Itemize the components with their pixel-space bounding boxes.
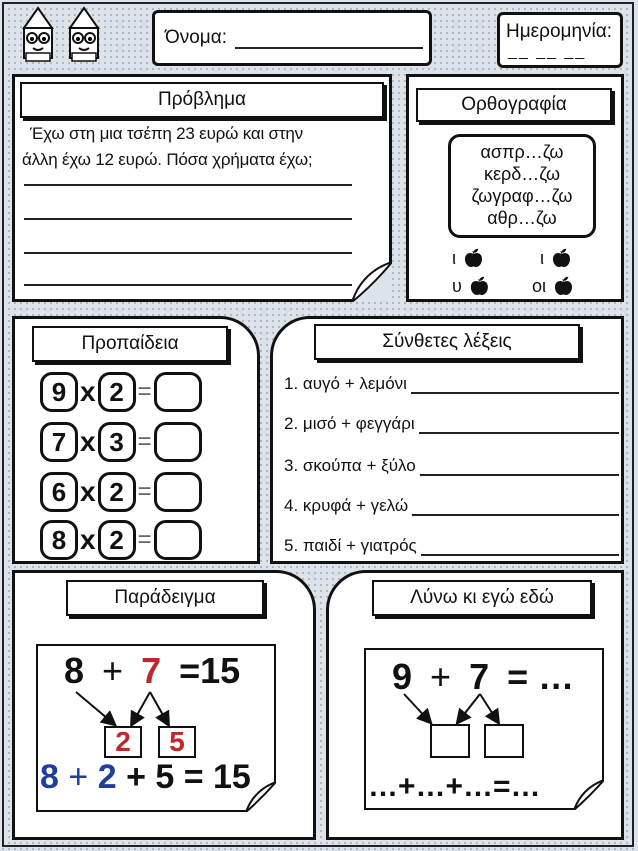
- page-curl-icon: [352, 262, 392, 302]
- factor-a: 9: [40, 372, 78, 412]
- date-label: Ημερομηνία:: [506, 21, 613, 42]
- name-input-line[interactable]: [235, 47, 423, 49]
- problem-text-line-1: Έχω στη μια τσέπη 23 ευρώ και στην: [30, 124, 303, 143]
- answer-line[interactable]: [24, 284, 352, 286]
- answer-line[interactable]: [24, 218, 352, 220]
- answer-box[interactable]: [154, 372, 202, 412]
- compound-answer-line[interactable]: [419, 414, 619, 434]
- compound-item: [284, 456, 619, 476]
- problem-text-line-2: άλλη έχω 12 ευρώ. Πόσα χρήματα έχω;: [22, 150, 313, 169]
- vowel-option[interactable]: [452, 248, 485, 269]
- factor-b: 2: [98, 520, 136, 560]
- spelling-title: [416, 88, 612, 122]
- example-title: [66, 580, 264, 616]
- example-top-eq: =15: [179, 650, 241, 691]
- compound-item: [284, 374, 619, 394]
- example-split-1: 2: [115, 726, 131, 757]
- apple-icon: 🍎︎: [552, 276, 575, 296]
- times-sign: x: [80, 426, 96, 457]
- equals-sign: =: [137, 526, 152, 553]
- vowel-option[interactable]: [532, 276, 575, 297]
- factor-a: 8: [40, 520, 78, 560]
- example-top-b: 7: [141, 650, 162, 691]
- compound-item: [284, 414, 619, 434]
- answer-line[interactable]: [24, 184, 352, 186]
- example-bottom-plus: +: [68, 758, 89, 796]
- name-field-box: [152, 10, 432, 66]
- solve-split-box[interactable]: [484, 724, 524, 758]
- apple-icon: 🍎︎: [550, 248, 573, 268]
- solve-top-b: 7: [469, 656, 490, 697]
- compound-item-text: 3. σκούπα + ξύλο: [284, 456, 416, 475]
- multiplication-row: [40, 422, 202, 462]
- solve-title-text: Λύνω κι εγώ εδώ: [410, 587, 554, 608]
- example-split-2: 5: [169, 726, 185, 757]
- propaideia-title-text: Προπαίδεια: [81, 333, 179, 354]
- example-top-a: 8: [64, 650, 85, 691]
- times-sign: x: [80, 476, 96, 507]
- compound-item-text: 4. κρυφά + γελώ: [284, 496, 409, 515]
- answer-box[interactable]: [154, 422, 202, 462]
- equals-sign: =: [137, 378, 152, 405]
- spelling-title-text: Ορθογραφία: [461, 94, 567, 115]
- apple-icon: 🍎︎: [462, 248, 485, 268]
- answer-line[interactable]: [24, 252, 352, 254]
- factor-b: 3: [98, 422, 136, 462]
- vowel-letter: ι: [452, 248, 456, 268]
- times-sign: x: [80, 376, 96, 407]
- multiplication-row: [40, 520, 202, 560]
- spelling-word: αθρ…ζω: [487, 208, 557, 228]
- problem-title: [20, 82, 384, 118]
- answer-box[interactable]: [154, 520, 202, 560]
- date-field-box: [497, 12, 623, 68]
- pencil-mascot-icon: [16, 6, 60, 66]
- solve-top-a: 9: [392, 656, 413, 697]
- solve-plus: +: [430, 656, 452, 697]
- equals-sign: =: [137, 478, 152, 505]
- factor-b: 2: [98, 372, 136, 412]
- compound-answer-line[interactable]: [411, 374, 619, 394]
- pencil-mascot-icon: [62, 6, 106, 66]
- vowel-letter: υ: [452, 276, 462, 296]
- apple-icon: 🍎︎: [467, 276, 491, 296]
- problem-title-text: Πρόβλημα: [157, 89, 247, 110]
- solve-split-box[interactable]: [430, 724, 470, 758]
- factor-b: 2: [98, 472, 136, 512]
- date-blanks[interactable]: __ __ __: [508, 43, 587, 60]
- vowel-option[interactable]: [452, 276, 491, 297]
- compound-item: [284, 496, 619, 516]
- propaideia-title: [32, 326, 228, 362]
- factor-a: 7: [40, 422, 78, 462]
- example-bottom-b: 2: [97, 758, 117, 796]
- compound-item-text: 2. μισό + φεγγάρι: [284, 414, 415, 433]
- times-sign: x: [80, 524, 96, 555]
- compound-title: [314, 324, 580, 360]
- factor-a: 6: [40, 472, 78, 512]
- compound-item-text: 1. αυγό + λεμόνι: [284, 374, 407, 393]
- spelling-word: ζωγραφ…ζω: [471, 186, 573, 206]
- answer-box[interactable]: [154, 472, 202, 512]
- spelling-word-box: [448, 134, 596, 238]
- compound-title-text: Σύνθετες λέξεις: [382, 331, 512, 352]
- example-title-text: Παράδειγμα: [114, 587, 216, 608]
- spelling-word: κερδ…ζω: [483, 164, 561, 184]
- vowel-letter: οι: [532, 276, 547, 296]
- solve-title: [372, 580, 592, 616]
- solve-bottom-equation[interactable]: …+…+…=…: [368, 770, 541, 803]
- multiplication-row: [40, 372, 202, 412]
- example-bottom-rest: + 5 = 15: [126, 758, 251, 796]
- spelling-word: ασπρ…ζω: [480, 142, 564, 162]
- compound-answer-line[interactable]: [421, 536, 619, 556]
- compound-item: [284, 536, 619, 556]
- vowel-option[interactable]: [540, 248, 573, 269]
- example-split-box: [158, 726, 196, 758]
- equals-sign: =: [137, 428, 152, 455]
- compound-answer-line[interactable]: [412, 496, 619, 516]
- example-split-box: [104, 726, 142, 758]
- solve-top-eq: = …: [507, 656, 575, 697]
- compound-answer-line[interactable]: [420, 456, 619, 476]
- multiplication-row: [40, 472, 202, 512]
- example-plus: +: [102, 650, 124, 691]
- example-bottom-equation: [40, 758, 251, 797]
- compound-item-text: 5. παιδί + γιατρός: [284, 536, 417, 555]
- vowel-letter: ι: [540, 248, 544, 268]
- name-label: Όνομα:: [165, 27, 227, 48]
- example-bottom-a: 8: [40, 758, 59, 796]
